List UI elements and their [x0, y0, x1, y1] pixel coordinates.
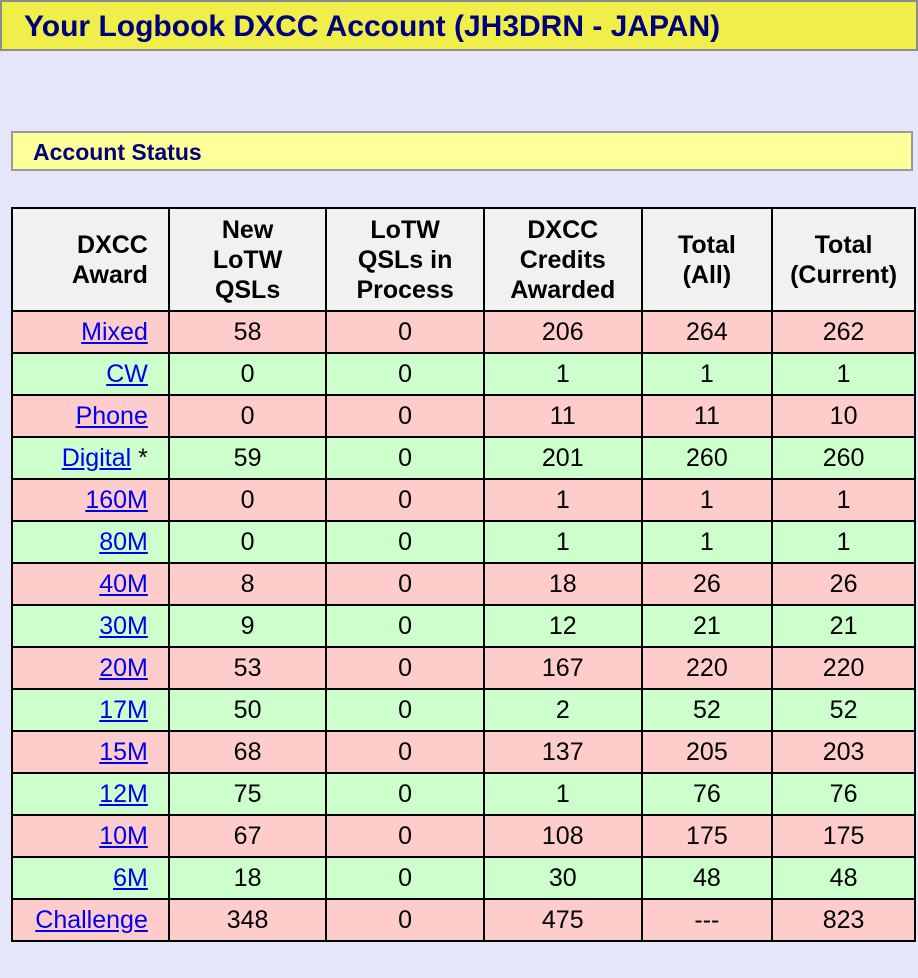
new-lotw-qsls-cell: 59 [169, 437, 326, 479]
new-lotw-qsls-cell: 67 [169, 815, 326, 857]
table-row-6m [12, 857, 915, 899]
award-cell [12, 899, 169, 941]
total-all-cell: 1 [642, 479, 773, 521]
dxcc-credits-cell: 12 [484, 605, 642, 647]
award-link-160m[interactable]: 160M [85, 485, 148, 514]
total-all-cell: 260 [642, 437, 773, 479]
total-all-cell: 21 [642, 605, 773, 647]
total-all-cell: 220 [642, 647, 773, 689]
award-link-phone[interactable]: Phone [75, 401, 148, 430]
total-current-cell: 220 [772, 647, 915, 689]
table-row-cw [12, 353, 915, 395]
total-current-cell: 262 [772, 311, 915, 353]
table-row-mixed [12, 311, 915, 353]
award-link-30m[interactable]: 30M [99, 611, 148, 640]
total-current-cell: 1 [772, 479, 915, 521]
award-link-digital[interactable]: Digital [61, 443, 132, 472]
award-cell [12, 563, 169, 605]
table-row-15m [12, 731, 915, 773]
dxcc-credits-cell: 167 [484, 647, 642, 689]
award-cell [12, 731, 169, 773]
column-header-dxcc-award: DXCC Award [12, 208, 169, 311]
footnote-marker: * [131, 443, 148, 472]
new-lotw-qsls-cell: 50 [169, 689, 326, 731]
dxcc-credits-cell: 11 [484, 395, 642, 437]
total-current-cell: 1 [772, 353, 915, 395]
lotw-in-process-cell: 0 [326, 857, 484, 899]
total-all-cell: 48 [642, 857, 773, 899]
section-title: Account Status [33, 139, 202, 165]
dxcc-credits-cell: 1 [484, 521, 642, 563]
new-lotw-qsls-cell: 75 [169, 773, 326, 815]
table-row-digital [12, 437, 915, 479]
award-link-15m[interactable]: 15M [99, 737, 148, 766]
table-row-40m [12, 563, 915, 605]
lotw-in-process-cell: 0 [326, 647, 484, 689]
award-cell [12, 353, 169, 395]
account-status-header [11, 131, 913, 171]
total-all-cell: 205 [642, 731, 773, 773]
dxcc-credits-cell: 18 [484, 563, 642, 605]
new-lotw-qsls-cell: 68 [169, 731, 326, 773]
table-row-20m [12, 647, 915, 689]
award-cell [12, 605, 169, 647]
total-current-cell: 10 [772, 395, 915, 437]
new-lotw-qsls-cell: 0 [169, 395, 326, 437]
lotw-in-process-cell: 0 [326, 563, 484, 605]
award-link-cw[interactable]: CW [106, 359, 148, 388]
award-link-challenge[interactable]: Challenge [35, 905, 148, 934]
total-all-cell: 1 [642, 521, 773, 563]
new-lotw-qsls-cell: 348 [169, 899, 326, 941]
award-cell [12, 437, 169, 479]
award-cell [12, 521, 169, 563]
award-cell [12, 857, 169, 899]
lotw-in-process-cell: 0 [326, 353, 484, 395]
award-link-17m[interactable]: 17M [99, 695, 148, 724]
award-link-20m[interactable]: 20M [99, 653, 148, 682]
total-all-cell: 11 [642, 395, 773, 437]
award-cell [12, 773, 169, 815]
award-cell [12, 689, 169, 731]
lotw-in-process-cell: 0 [326, 815, 484, 857]
table-row-12m [12, 773, 915, 815]
lotw-in-process-cell: 0 [326, 521, 484, 563]
new-lotw-qsls-cell: 0 [169, 353, 326, 395]
award-link-6m[interactable]: 6M [113, 863, 148, 892]
lotw-in-process-cell: 0 [326, 395, 484, 437]
table-row-phone [12, 395, 915, 437]
new-lotw-qsls-cell: 18 [169, 857, 326, 899]
dxcc-credits-cell: 137 [484, 731, 642, 773]
column-header-total-all: Total (All) [642, 208, 773, 311]
new-lotw-qsls-cell: 0 [169, 479, 326, 521]
total-current-cell: 823 [772, 899, 915, 941]
dxcc-credits-cell: 30 [484, 857, 642, 899]
total-current-cell: 175 [772, 815, 915, 857]
award-cell [12, 479, 169, 521]
total-current-cell: 76 [772, 773, 915, 815]
award-link-mixed[interactable]: Mixed [81, 317, 148, 346]
total-current-cell: 26 [772, 563, 915, 605]
new-lotw-qsls-cell: 8 [169, 563, 326, 605]
lotw-in-process-cell: 0 [326, 437, 484, 479]
column-header-lotw-qsls-in-process: LoTW QSLs in Process [326, 208, 484, 311]
lotw-in-process-cell: 0 [326, 605, 484, 647]
total-all-cell: 26 [642, 563, 773, 605]
new-lotw-qsls-cell: 58 [169, 311, 326, 353]
lotw-in-process-cell: 0 [326, 773, 484, 815]
total-all-cell: 1 [642, 353, 773, 395]
award-cell [12, 395, 169, 437]
award-link-10m[interactable]: 10M [99, 821, 148, 850]
dxcc-credits-cell: 1 [484, 479, 642, 521]
account-status-table [11, 207, 916, 942]
total-all-cell: 76 [642, 773, 773, 815]
table-row-80m [12, 521, 915, 563]
total-current-cell: 1 [772, 521, 915, 563]
new-lotw-qsls-cell: 9 [169, 605, 326, 647]
dxcc-credits-cell: 1 [484, 773, 642, 815]
table-body [12, 311, 915, 941]
table-row-challenge [12, 899, 915, 941]
total-all-cell: --- [642, 899, 773, 941]
table-row-10m [12, 815, 915, 857]
total-all-cell: 264 [642, 311, 773, 353]
total-current-cell: 48 [772, 857, 915, 899]
award-cell [12, 311, 169, 353]
table-row-30m [12, 605, 915, 647]
new-lotw-qsls-cell: 0 [169, 521, 326, 563]
award-cell [12, 647, 169, 689]
dxcc-credits-cell: 206 [484, 311, 642, 353]
table-row-160m [12, 479, 915, 521]
dxcc-credits-cell: 1 [484, 353, 642, 395]
dxcc-credits-cell: 201 [484, 437, 642, 479]
dxcc-credits-cell: 475 [484, 899, 642, 941]
new-lotw-qsls-cell: 53 [169, 647, 326, 689]
page-title: Your Logbook DXCC Account (JH3DRN - JAPAN) [24, 10, 721, 43]
total-current-cell: 260 [772, 437, 915, 479]
total-current-cell: 52 [772, 689, 915, 731]
table-header-row [12, 208, 915, 311]
award-link-40m[interactable]: 40M [99, 569, 148, 598]
lotw-in-process-cell: 0 [326, 479, 484, 521]
dxcc-credits-cell: 108 [484, 815, 642, 857]
total-current-cell: 21 [772, 605, 915, 647]
total-current-cell: 203 [772, 731, 915, 773]
total-all-cell: 52 [642, 689, 773, 731]
column-header-new-lotw-qsls: New LoTW QSLs [169, 208, 326, 311]
award-cell [12, 815, 169, 857]
lotw-in-process-cell: 0 [326, 689, 484, 731]
total-all-cell: 175 [642, 815, 773, 857]
column-header-total-current: Total (Current) [772, 208, 915, 311]
lotw-in-process-cell: 0 [326, 899, 484, 941]
award-link-12m[interactable]: 12M [99, 779, 148, 808]
column-header-dxcc-credits-awarded: DXCC Credits Awarded [484, 208, 642, 311]
table-row-17m [12, 689, 915, 731]
dxcc-credits-cell: 2 [484, 689, 642, 731]
lotw-in-process-cell: 0 [326, 731, 484, 773]
page-header [0, 0, 918, 51]
award-link-80m[interactable]: 80M [99, 527, 148, 556]
lotw-in-process-cell: 0 [326, 311, 484, 353]
